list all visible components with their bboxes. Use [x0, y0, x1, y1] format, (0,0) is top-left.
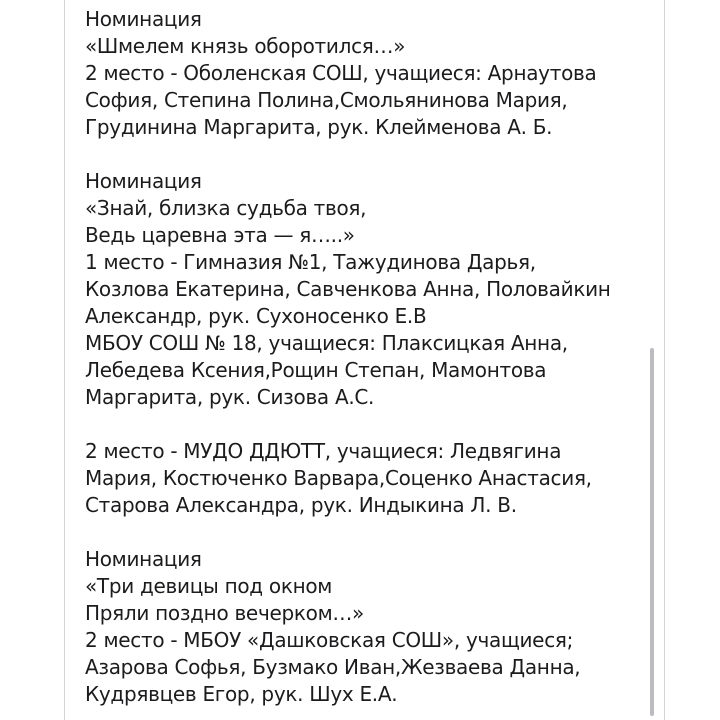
text-line: Маргарита, рук. Сизова А.С.	[85, 385, 375, 409]
text-line: Номинация	[85, 169, 202, 193]
text-line: 2 место - МУДО ДДЮТТ, учащиеся: Ледвягина	[85, 439, 562, 463]
text-line: Козлова Екатерина, Савченкова Анна, Половайкин	[85, 277, 611, 301]
scrollbar-thumb[interactable]	[650, 348, 654, 716]
text-line: 1 место - Гимназия №1, Тажудинова Дарья,	[85, 250, 536, 274]
post-text	[85, 6, 645, 708]
text-line: Александр, рук. Сухоносенко Е.В	[85, 304, 427, 328]
text-line: Кудрявцев Егор, рук. Шух Е.А.	[85, 682, 398, 706]
text-line: Пряли поздно вечерком…»	[85, 601, 364, 625]
paragraph-gap	[85, 519, 645, 546]
text-line: Мария, Костюченко Варвара,Соценко Анастасия,	[85, 466, 592, 490]
text-line: 2 место - Оболенская СОШ, учащиеся: Арнаутова	[85, 61, 597, 85]
text-line: София, Степина Полина,Смольянинова Мария,	[85, 88, 568, 112]
paragraph-gap	[85, 141, 645, 168]
text-line: Ведь царевна эта — я…..»	[85, 223, 355, 247]
text-line: Старова Александра, рук. Индыкина Л. В.	[85, 493, 517, 517]
text-line: Номинация	[85, 7, 202, 31]
text-line: «Шмелем князь оборотился…»	[85, 34, 406, 58]
text-line: 2 место - МБОУ «Дашковская СОШ», учащиеся;	[85, 628, 574, 652]
text-line: «Знай, близка судьба твоя,	[85, 196, 367, 220]
text-line: Азарова Софья, Бузмако Иван,Жезваева Данна,	[85, 655, 581, 679]
paragraph-gap	[85, 411, 645, 438]
text-line: МБОУ СОШ № 18, учащиеся: Плаксицкая Анна,	[85, 331, 568, 355]
content-border-left	[64, 0, 65, 720]
text-line: «Три девицы под окном	[85, 574, 333, 598]
text-line: Грудинина Маргарита, рук. Клейменова А. Б.	[85, 115, 553, 139]
text-line: Лебедева Ксения,Рощин Степан, Мамонтова	[85, 358, 547, 382]
content-border-right	[664, 0, 665, 720]
text-line: Номинация	[85, 547, 202, 571]
